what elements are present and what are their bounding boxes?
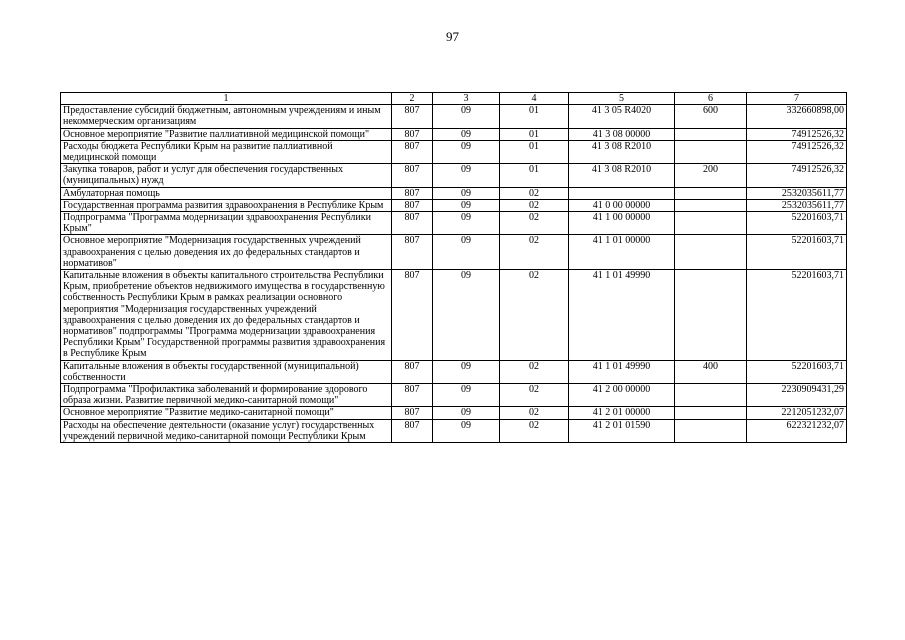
row-target-article: 41 3 08 R2010 (569, 164, 675, 187)
row-amount: 52201603,71 (747, 270, 847, 361)
row-admin-code: 807 (392, 212, 433, 235)
row-amount: 2532035611,77 (747, 187, 847, 199)
table-row (61, 105, 847, 128)
table-row (61, 270, 847, 361)
table-row (61, 187, 847, 199)
row-section: 09 (433, 270, 500, 361)
row-target-article (569, 187, 675, 199)
row-admin-code: 807 (392, 360, 433, 383)
row-amount: 2212051232,07 (747, 407, 847, 419)
row-section: 09 (433, 105, 500, 128)
row-admin-code: 807 (392, 164, 433, 187)
row-subsection: 01 (500, 128, 569, 140)
header-col-7: 7 (747, 93, 847, 105)
row-expense-type (675, 419, 747, 442)
row-section: 09 (433, 164, 500, 187)
table-row (61, 164, 847, 187)
row-amount: 2230909431,29 (747, 384, 847, 407)
row-expense-type (675, 212, 747, 235)
row-target-article: 41 3 08 R2010 (569, 140, 675, 163)
table-row (61, 140, 847, 163)
table-row (61, 212, 847, 235)
table-row (61, 199, 847, 211)
row-subsection: 02 (500, 270, 569, 361)
row-target-article: 41 1 00 00000 (569, 212, 675, 235)
row-amount: 52201603,71 (747, 360, 847, 383)
header-row (61, 93, 847, 105)
row-admin-code: 807 (392, 235, 433, 270)
row-admin-code: 807 (392, 407, 433, 419)
row-admin-code: 807 (392, 199, 433, 211)
row-target-article: 41 1 01 49990 (569, 360, 675, 383)
row-name: Государственная программа развития здравоохранения в Республике Крым (61, 199, 392, 211)
row-target-article: 41 2 01 00000 (569, 407, 675, 419)
row-admin-code: 807 (392, 270, 433, 361)
row-admin-code: 807 (392, 140, 433, 163)
row-expense-type (675, 199, 747, 211)
row-section: 09 (433, 407, 500, 419)
table-row (61, 235, 847, 270)
row-amount: 622321232,07 (747, 419, 847, 442)
row-amount: 332660898,00 (747, 105, 847, 128)
row-subsection: 02 (500, 187, 569, 199)
row-target-article: 41 3 05 R4020 (569, 105, 675, 128)
row-expense-type (675, 128, 747, 140)
row-name: Основное мероприятие "Развитие паллиативной медицинской помощи" (61, 128, 392, 140)
row-admin-code: 807 (392, 419, 433, 442)
row-expense-type: 600 (675, 105, 747, 128)
row-subsection: 02 (500, 199, 569, 211)
row-admin-code: 807 (392, 384, 433, 407)
row-name: Капитальные вложения в объекты капитального строительства Республики Крым, приобретение объектов недвижимого имущества в государственную собственность Республики Крым в рамках реализации основного мероприятия "Модернизация государственных учреждений здравоохранения с целью доведения их до федеральных стандартов и нормативов" подпрограммы "Программа модернизации здравоохранения Республики Крым" Государственной программы развития здравоохранения в Республике Крым (61, 270, 392, 361)
row-section: 09 (433, 384, 500, 407)
row-target-article: 41 2 01 01590 (569, 419, 675, 442)
row-name: Подпрограмма "Программа модернизации здравоохранения Республики Крым" (61, 212, 392, 235)
row-amount: 74912526,32 (747, 164, 847, 187)
row-amount: 52201603,71 (747, 235, 847, 270)
row-section: 09 (433, 360, 500, 383)
table-row (61, 419, 847, 442)
row-section: 09 (433, 140, 500, 163)
row-name: Предоставление субсидий бюджетным, автономным учреждениям и иным некоммерческим организациям (61, 105, 392, 128)
row-amount: 52201603,71 (747, 212, 847, 235)
row-expense-type (675, 187, 747, 199)
header-col-5: 5 (569, 93, 675, 105)
row-expense-type (675, 384, 747, 407)
row-name: Закупка товаров, работ и услуг для обеспечения государственных (муниципальных) нужд (61, 164, 392, 187)
page-number: 97 (446, 29, 459, 44)
row-name: Расходы на обеспечение деятельности (оказание услуг) государственных учреждений первичной медико-санитарной помощи Республики Крым (61, 419, 392, 442)
table-row (61, 384, 847, 407)
row-subsection: 02 (500, 407, 569, 419)
row-admin-code: 807 (392, 187, 433, 199)
row-subsection: 01 (500, 105, 569, 128)
row-target-article: 41 0 00 00000 (569, 199, 675, 211)
header-col-4: 4 (500, 93, 569, 105)
row-target-article: 41 3 08 00000 (569, 128, 675, 140)
header-col-6: 6 (675, 93, 747, 105)
row-subsection: 02 (500, 212, 569, 235)
row-amount: 74912526,32 (747, 140, 847, 163)
row-amount: 74912526,32 (747, 128, 847, 140)
row-section: 09 (433, 199, 500, 211)
row-expense-type (675, 235, 747, 270)
row-admin-code: 807 (392, 128, 433, 140)
row-name: Основное мероприятие "Развитие медико-санитарной помощи" (61, 407, 392, 419)
row-expense-type: 400 (675, 360, 747, 383)
table-row (61, 128, 847, 140)
row-section: 09 (433, 128, 500, 140)
row-admin-code: 807 (392, 105, 433, 128)
row-section: 09 (433, 187, 500, 199)
row-section: 09 (433, 419, 500, 442)
row-name: Расходы бюджета Республики Крым на развитие паллиативной медицинской помощи (61, 140, 392, 163)
row-subsection: 02 (500, 235, 569, 270)
table-row (61, 407, 847, 419)
row-amount: 2532035611,77 (747, 199, 847, 211)
row-subsection: 02 (500, 419, 569, 442)
row-expense-type (675, 407, 747, 419)
row-name: Амбулаторная помощь (61, 187, 392, 199)
row-expense-type: 200 (675, 164, 747, 187)
row-subsection: 02 (500, 360, 569, 383)
row-section: 09 (433, 212, 500, 235)
header-col-1: 1 (61, 93, 392, 105)
row-name: Капитальные вложения в объекты государственной (муниципальной) собственности (61, 360, 392, 383)
row-name: Подпрограмма "Профилактика заболеваний и формирование здорового образа жизни. Развитие первичной медико-санитарной помощи" (61, 384, 392, 407)
row-subsection: 02 (500, 384, 569, 407)
budget-table (60, 92, 847, 443)
header-col-3: 3 (433, 93, 500, 105)
header-col-2: 2 (392, 93, 433, 105)
row-section: 09 (433, 235, 500, 270)
row-expense-type (675, 140, 747, 163)
row-target-article: 41 1 01 49990 (569, 270, 675, 361)
table-row (61, 360, 847, 383)
row-target-article: 41 1 01 00000 (569, 235, 675, 270)
row-expense-type (675, 270, 747, 361)
row-target-article: 41 2 00 00000 (569, 384, 675, 407)
row-name: Основное мероприятие "Модернизация государственных учреждений здравоохранения с целью доведения их до федеральных стандартов и нормативов" (61, 235, 392, 270)
row-subsection: 01 (500, 164, 569, 187)
row-subsection: 01 (500, 140, 569, 163)
